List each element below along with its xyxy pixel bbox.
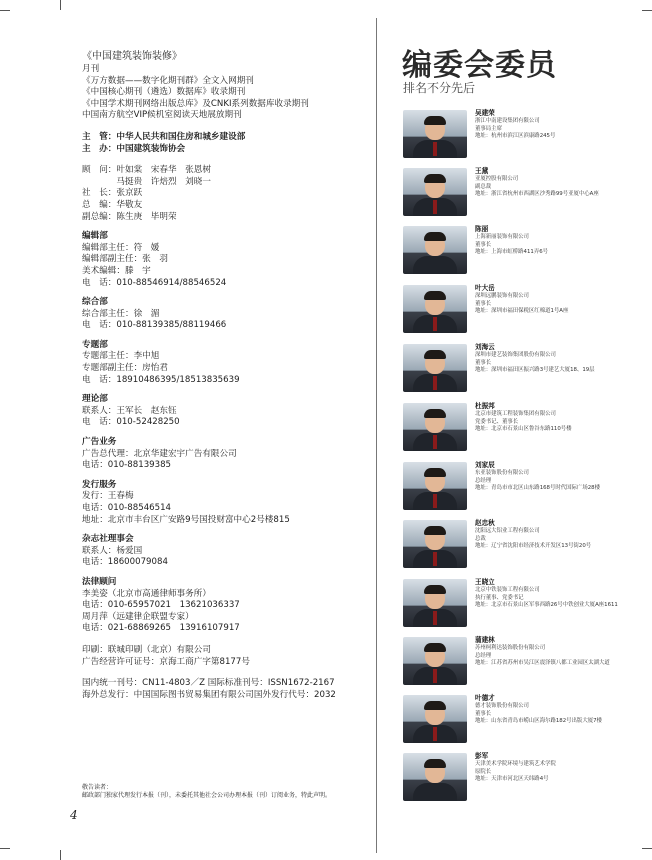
member-line: 地址：上海市虹桥路411弄6号 bbox=[475, 249, 549, 256]
member-photo bbox=[403, 695, 467, 743]
member-line: 苏州柯利达装饰股份有限公司 bbox=[475, 645, 546, 651]
member-line: 地址：北京市石景山区军事西路26号中铁创业大厦A座1611 bbox=[475, 602, 618, 609]
section-line: 专题部主任：李中旭 bbox=[82, 351, 160, 362]
notice-line: 敬告读者： bbox=[82, 784, 113, 791]
section-line: 地址：北京市丰台区广安路9号国投财富中心2号楼815 bbox=[82, 514, 290, 525]
member-line: 董事长 bbox=[475, 300, 492, 307]
issn-line: 国内统一刊号：CN11-4803／Z 国际标准刊号：ISSN1672-2167 bbox=[82, 678, 335, 689]
masthead-line: 《中国建筑装饰装修》 bbox=[82, 51, 182, 62]
member-line: 总裁 bbox=[475, 535, 486, 542]
section-theory bbox=[82, 394, 372, 429]
section-line: 编辑部副主任：张 羽 bbox=[82, 254, 168, 265]
sponsor-line: 主 管：中华人民共和国住房和城乡建设部 bbox=[82, 131, 246, 142]
member-line: 深圳市建艺装饰集团股份有限公司 bbox=[475, 352, 556, 358]
member-line: 东亚装饰股份有限公司 bbox=[475, 470, 529, 476]
crop-mark bbox=[642, 848, 652, 857]
member-line: 地址：浙江省杭州市西湖区沙秀路99号亚厦中心A座 bbox=[475, 191, 599, 198]
member-line: 董事长 bbox=[475, 710, 492, 717]
member-name: 彭军 bbox=[475, 752, 489, 760]
section-title: 法律顾问 bbox=[82, 576, 117, 587]
member-card bbox=[403, 637, 633, 685]
staff-line: 副总编：陈生庚 毕明荣 bbox=[82, 211, 177, 222]
member-line: 原院长 bbox=[475, 768, 492, 775]
section-line: 电话：010-88546514 bbox=[82, 503, 172, 513]
section-council bbox=[82, 534, 372, 569]
member-photo bbox=[403, 753, 467, 801]
member-line: 亚厦控股有限公司 bbox=[475, 176, 519, 182]
printing-line: 印刷：联城印刷（北京）有限公司 bbox=[82, 644, 211, 655]
member-photo bbox=[403, 637, 467, 685]
printing-line: 广告经营许可证号：京海工商广字第8177号 bbox=[82, 656, 250, 667]
member-card bbox=[403, 753, 633, 801]
member-photo bbox=[403, 579, 467, 627]
member-name: 赵忠秋 bbox=[475, 519, 495, 527]
member-line: 地址：天津市河北区天纬路4号 bbox=[475, 776, 549, 783]
section-title: 广告业务 bbox=[82, 437, 117, 448]
member-line: 地址：江苏省苏州市吴江区震泽镇八都工业园区太湖大道 bbox=[475, 660, 610, 667]
member-line: 北京市建筑工程装饰集团有限公司 bbox=[475, 411, 556, 417]
member-name: 吴建荣 bbox=[475, 109, 495, 117]
section-title: 杂志社理事会 bbox=[82, 534, 134, 545]
crop-mark bbox=[60, 850, 69, 860]
section-title: 综合部 bbox=[82, 297, 108, 308]
column-divider bbox=[376, 18, 377, 853]
section-line: 广告总代理：北京华建宏宇广告有限公司 bbox=[82, 448, 237, 459]
member-name: 王晓立 bbox=[475, 578, 495, 586]
issn-info bbox=[82, 678, 372, 701]
member-line: 地址：青岛市市北区山东路168号时代国际广场28楼 bbox=[475, 485, 600, 492]
page-title: 编委会委员 bbox=[402, 48, 557, 83]
member-photo bbox=[403, 110, 467, 158]
section-line: 美术编辑：滕 宇 bbox=[82, 265, 151, 276]
member-card bbox=[403, 285, 633, 333]
section-line: 周月萍（远建律企联盟专家） bbox=[82, 611, 194, 622]
member-card bbox=[403, 168, 633, 216]
member-card bbox=[403, 695, 633, 743]
masthead-line: 《中国学术期刊网络出版总库》及CNKI系列数据库收录期刊 bbox=[82, 98, 309, 109]
member-line: 上海新丽装饰有限公司 bbox=[475, 234, 529, 240]
member-card bbox=[403, 520, 633, 568]
member-line: 浙江中南建设集团有限公司 bbox=[475, 118, 540, 124]
printing-info bbox=[82, 645, 372, 668]
crop-mark bbox=[60, 0, 69, 10]
masthead-line: 《中国核心期刊（遴选）数据库》收录期刊 bbox=[82, 87, 246, 98]
member-card bbox=[403, 110, 633, 158]
masthead-line: 月刊 bbox=[82, 64, 100, 74]
issn-line: 海外总发行：中国国际图书贸易集团有限公司国外发行代号：2032 bbox=[82, 689, 336, 700]
staff-line: 马挺贵 许焙烈 刘晓一 bbox=[82, 176, 211, 187]
section-line: 编辑部主任：符 媛 bbox=[82, 242, 160, 253]
member-card bbox=[403, 403, 633, 451]
section-general bbox=[82, 297, 372, 332]
crop-mark bbox=[0, 848, 10, 857]
member-photo bbox=[403, 462, 467, 510]
crop-mark bbox=[642, 10, 652, 19]
member-photo bbox=[403, 344, 467, 392]
section-line: 李美姿（北京市高通律师事务所） bbox=[82, 588, 211, 599]
section-line: 联系人：杨爱国 bbox=[82, 545, 143, 556]
member-line: 深圳远鹏装饰有限公司 bbox=[475, 293, 529, 299]
member-photo bbox=[403, 226, 467, 274]
member-line: 董事长 bbox=[475, 359, 492, 366]
section-title: 理论部 bbox=[82, 394, 108, 405]
section-line: 电 话：010-52428250 bbox=[82, 417, 180, 428]
member-line: 地址：深圳市福田保税区红棉道1号A座 bbox=[475, 308, 569, 315]
member-line: 总经理 bbox=[475, 477, 492, 484]
member-name: 刘海云 bbox=[475, 343, 495, 351]
masthead-top bbox=[82, 50, 372, 122]
member-photo bbox=[403, 285, 467, 333]
section-editorial bbox=[82, 231, 372, 289]
section-distribution bbox=[82, 480, 372, 526]
member-line: 地址：北京市石景山区鲁谷东路110号楼 bbox=[475, 426, 572, 433]
member-name: 王黛 bbox=[475, 167, 489, 175]
section-advertising bbox=[82, 437, 372, 472]
member-line: 副总裁 bbox=[475, 183, 492, 190]
sponsor-line: 主 办：中国建筑装饰协会 bbox=[82, 143, 186, 154]
member-line: 德才装饰股份有限公司 bbox=[475, 703, 529, 709]
section-line: 电 话：18910486395/18513835639 bbox=[82, 374, 240, 385]
member-line: 董事长 bbox=[475, 241, 492, 248]
staff-line: 顾 问：叶如棠 宋春华 张恩树 bbox=[82, 165, 211, 176]
section-legal bbox=[82, 577, 372, 635]
section-line: 专题部副主任：房怡君 bbox=[82, 363, 168, 374]
member-line: 地址：杭州市滨江区滨康路245号 bbox=[475, 133, 556, 140]
staff-line: 总 编：华敬友 bbox=[82, 199, 143, 210]
masthead-line: 中国南方航空VIP候机室阅读天地展放期刊 bbox=[82, 110, 242, 121]
section-line: 联系人：王军长 赵东钰 bbox=[82, 405, 177, 416]
member-name: 陈丽 bbox=[475, 225, 489, 233]
masthead-line: 《万方数据——数字化期刊群》全文入网期刊 bbox=[82, 75, 254, 86]
member-name: 叶德才 bbox=[475, 694, 495, 702]
member-card bbox=[403, 579, 633, 627]
page-number: 4 bbox=[70, 808, 78, 822]
member-line: 北京中铁装饰工程有限公司 bbox=[475, 587, 540, 593]
section-line: 电 话：010-88139385/88119466 bbox=[82, 320, 227, 331]
notice-line: 邮政部门独家代理发行本报（刊），未委托其他社会公司办理本报（刊）订阅业务，特此声明。 bbox=[82, 792, 332, 799]
member-name: 蒲建林 bbox=[475, 636, 495, 644]
masthead-sponsor bbox=[82, 132, 372, 155]
section-line: 电话：18600079084 bbox=[82, 557, 168, 568]
crop-mark bbox=[0, 10, 10, 19]
section-title: 发行服务 bbox=[82, 479, 117, 490]
masthead-staff bbox=[82, 165, 372, 223]
member-line: 总经理 bbox=[475, 652, 492, 659]
member-card bbox=[403, 344, 633, 392]
section-line: 发行：王春梅 bbox=[82, 491, 134, 502]
section-line: 综合部主任：徐 湄 bbox=[82, 308, 160, 319]
section-line: 电话：010-88139385 bbox=[82, 460, 172, 471]
page-subtitle: 排名不分先后 bbox=[403, 81, 476, 95]
section-feature bbox=[82, 340, 372, 386]
member-name: 杜振邦 bbox=[475, 402, 495, 410]
member-card bbox=[403, 226, 633, 274]
member-photo bbox=[403, 520, 467, 568]
section-line: 电话：021-68869265 13916107917 bbox=[82, 623, 240, 634]
staff-line: 社 长：张京跃 bbox=[82, 188, 143, 199]
section-title: 专题部 bbox=[82, 339, 108, 350]
member-line: 天津美术学院环境与建筑艺术学院 bbox=[475, 761, 556, 767]
member-line: 董事局主席 bbox=[475, 125, 502, 132]
member-name: 叶大岳 bbox=[475, 284, 495, 292]
member-name: 刘家辰 bbox=[475, 461, 495, 469]
member-line: 沈阳远大铝业工程有限公司 bbox=[475, 528, 540, 534]
member-line: 地址：山东省青岛市崂山区海尔路182号出版大厦7楼 bbox=[475, 718, 602, 725]
member-photo bbox=[403, 403, 467, 451]
masthead-column bbox=[82, 50, 372, 701]
member-line: 党委书记、董事长 bbox=[475, 418, 519, 425]
member-photo bbox=[403, 168, 467, 216]
section-title: 编辑部 bbox=[82, 231, 108, 242]
section-line: 电话：010-65957021 13621036337 bbox=[82, 600, 240, 611]
member-line: 地址：辽宁省沈阳市经济技术开发区13号街20号 bbox=[475, 543, 592, 550]
section-line: 电 话：010-88546914/88546524 bbox=[82, 277, 227, 288]
member-line: 执行董事、党委书记 bbox=[475, 594, 524, 601]
reader-notice bbox=[82, 784, 367, 800]
member-line: 地址：深圳市福田区振兴路3号建艺大厦18、19层 bbox=[475, 367, 595, 374]
member-card bbox=[403, 462, 633, 510]
